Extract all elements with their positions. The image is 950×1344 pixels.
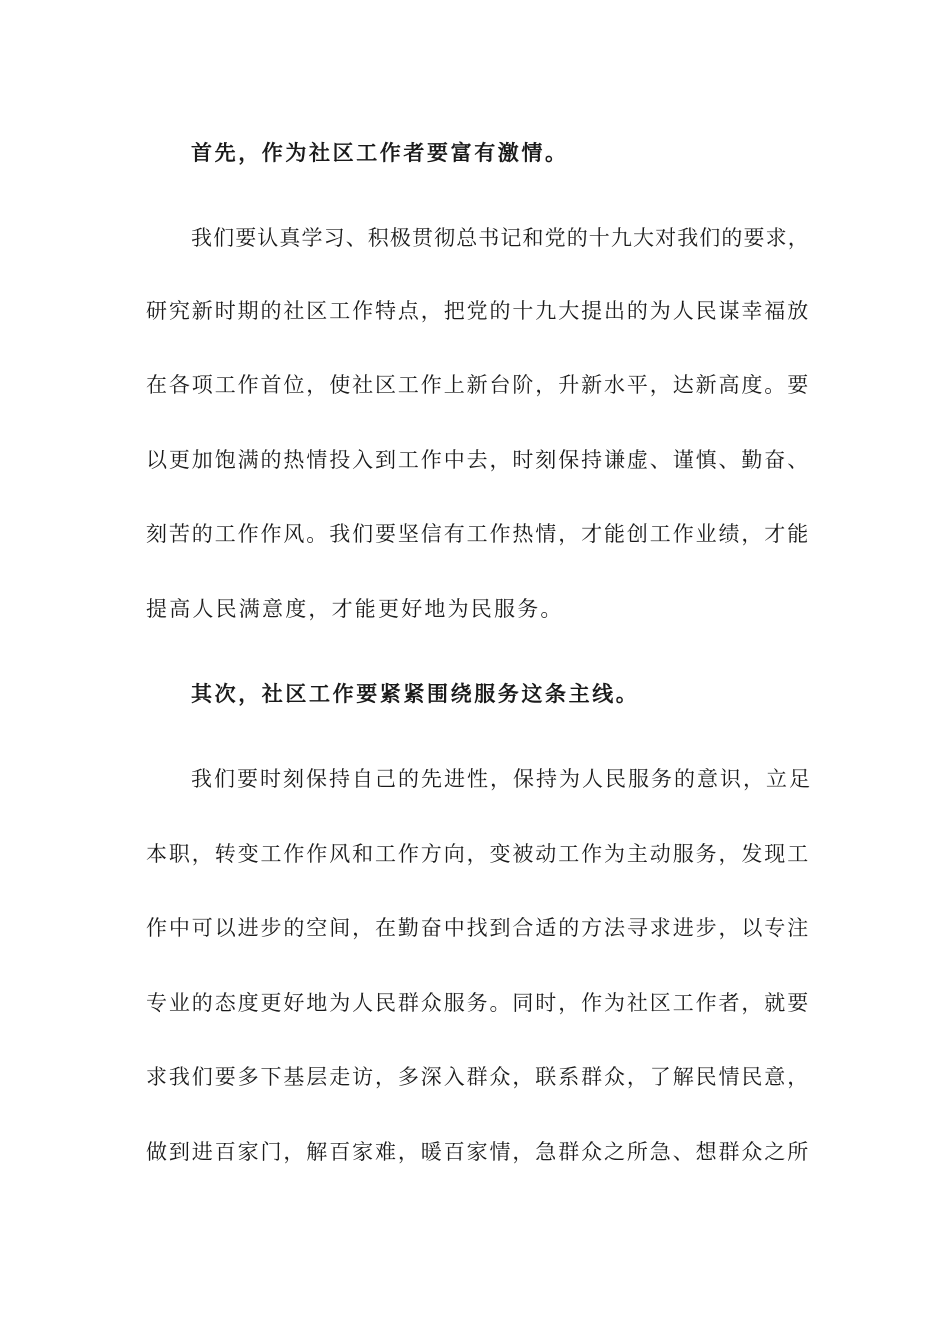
section1-paragraph-line: 在各项工作首位，使社区工作上新台阶，升新水平，达新高度。要 <box>146 373 811 397</box>
section1-paragraph-line: 我们要认真学习、积极贯彻总书记和党的十九大对我们的要求， <box>191 226 810 250</box>
section2-paragraph-line: 专业的态度更好地为人民群众服务。同时，作为社区工作者，就要 <box>146 991 811 1015</box>
section1-paragraph-line: 以更加饱满的热情投入到工作中去，时刻保持谦虚、谨慎、勤奋、 <box>146 448 811 472</box>
section1-heading: 首先，作为社区工作者要富有激情。 <box>191 140 569 165</box>
section2-paragraph-line: 我们要时刻保持自己的先进性，保持为人民服务的意识，立足 <box>191 767 812 791</box>
section1-paragraph-line: 刻苦的工作作风。我们要坚信有工作热情，才能创工作业绩，才能 <box>146 522 811 546</box>
section2-paragraph-line: 本职，转变工作作风和工作方向，变被动工作为主动服务，发现工 <box>146 842 811 866</box>
section1-paragraph-line: 提高人民满意度，才能更好地为民服务。 <box>146 597 564 621</box>
section2-heading: 其次，社区工作要紧紧围绕服务这条主线。 <box>191 681 640 706</box>
section2-paragraph-line: 做到进百家门，解百家难，暖百家情，急群众之所急、想群众之所 <box>146 1140 811 1164</box>
section2-paragraph-line: 求我们要多下基层走访，多深入群众，联系群众，了解民情民意， <box>146 1065 811 1089</box>
section1-paragraph-line: 研究新时期的社区工作特点，把党的十九大提出的为人民谋幸福放 <box>146 299 811 323</box>
section2-paragraph-line: 作中可以进步的空间，在勤奋中找到合适的方法寻求进步，以专注 <box>146 916 811 940</box>
